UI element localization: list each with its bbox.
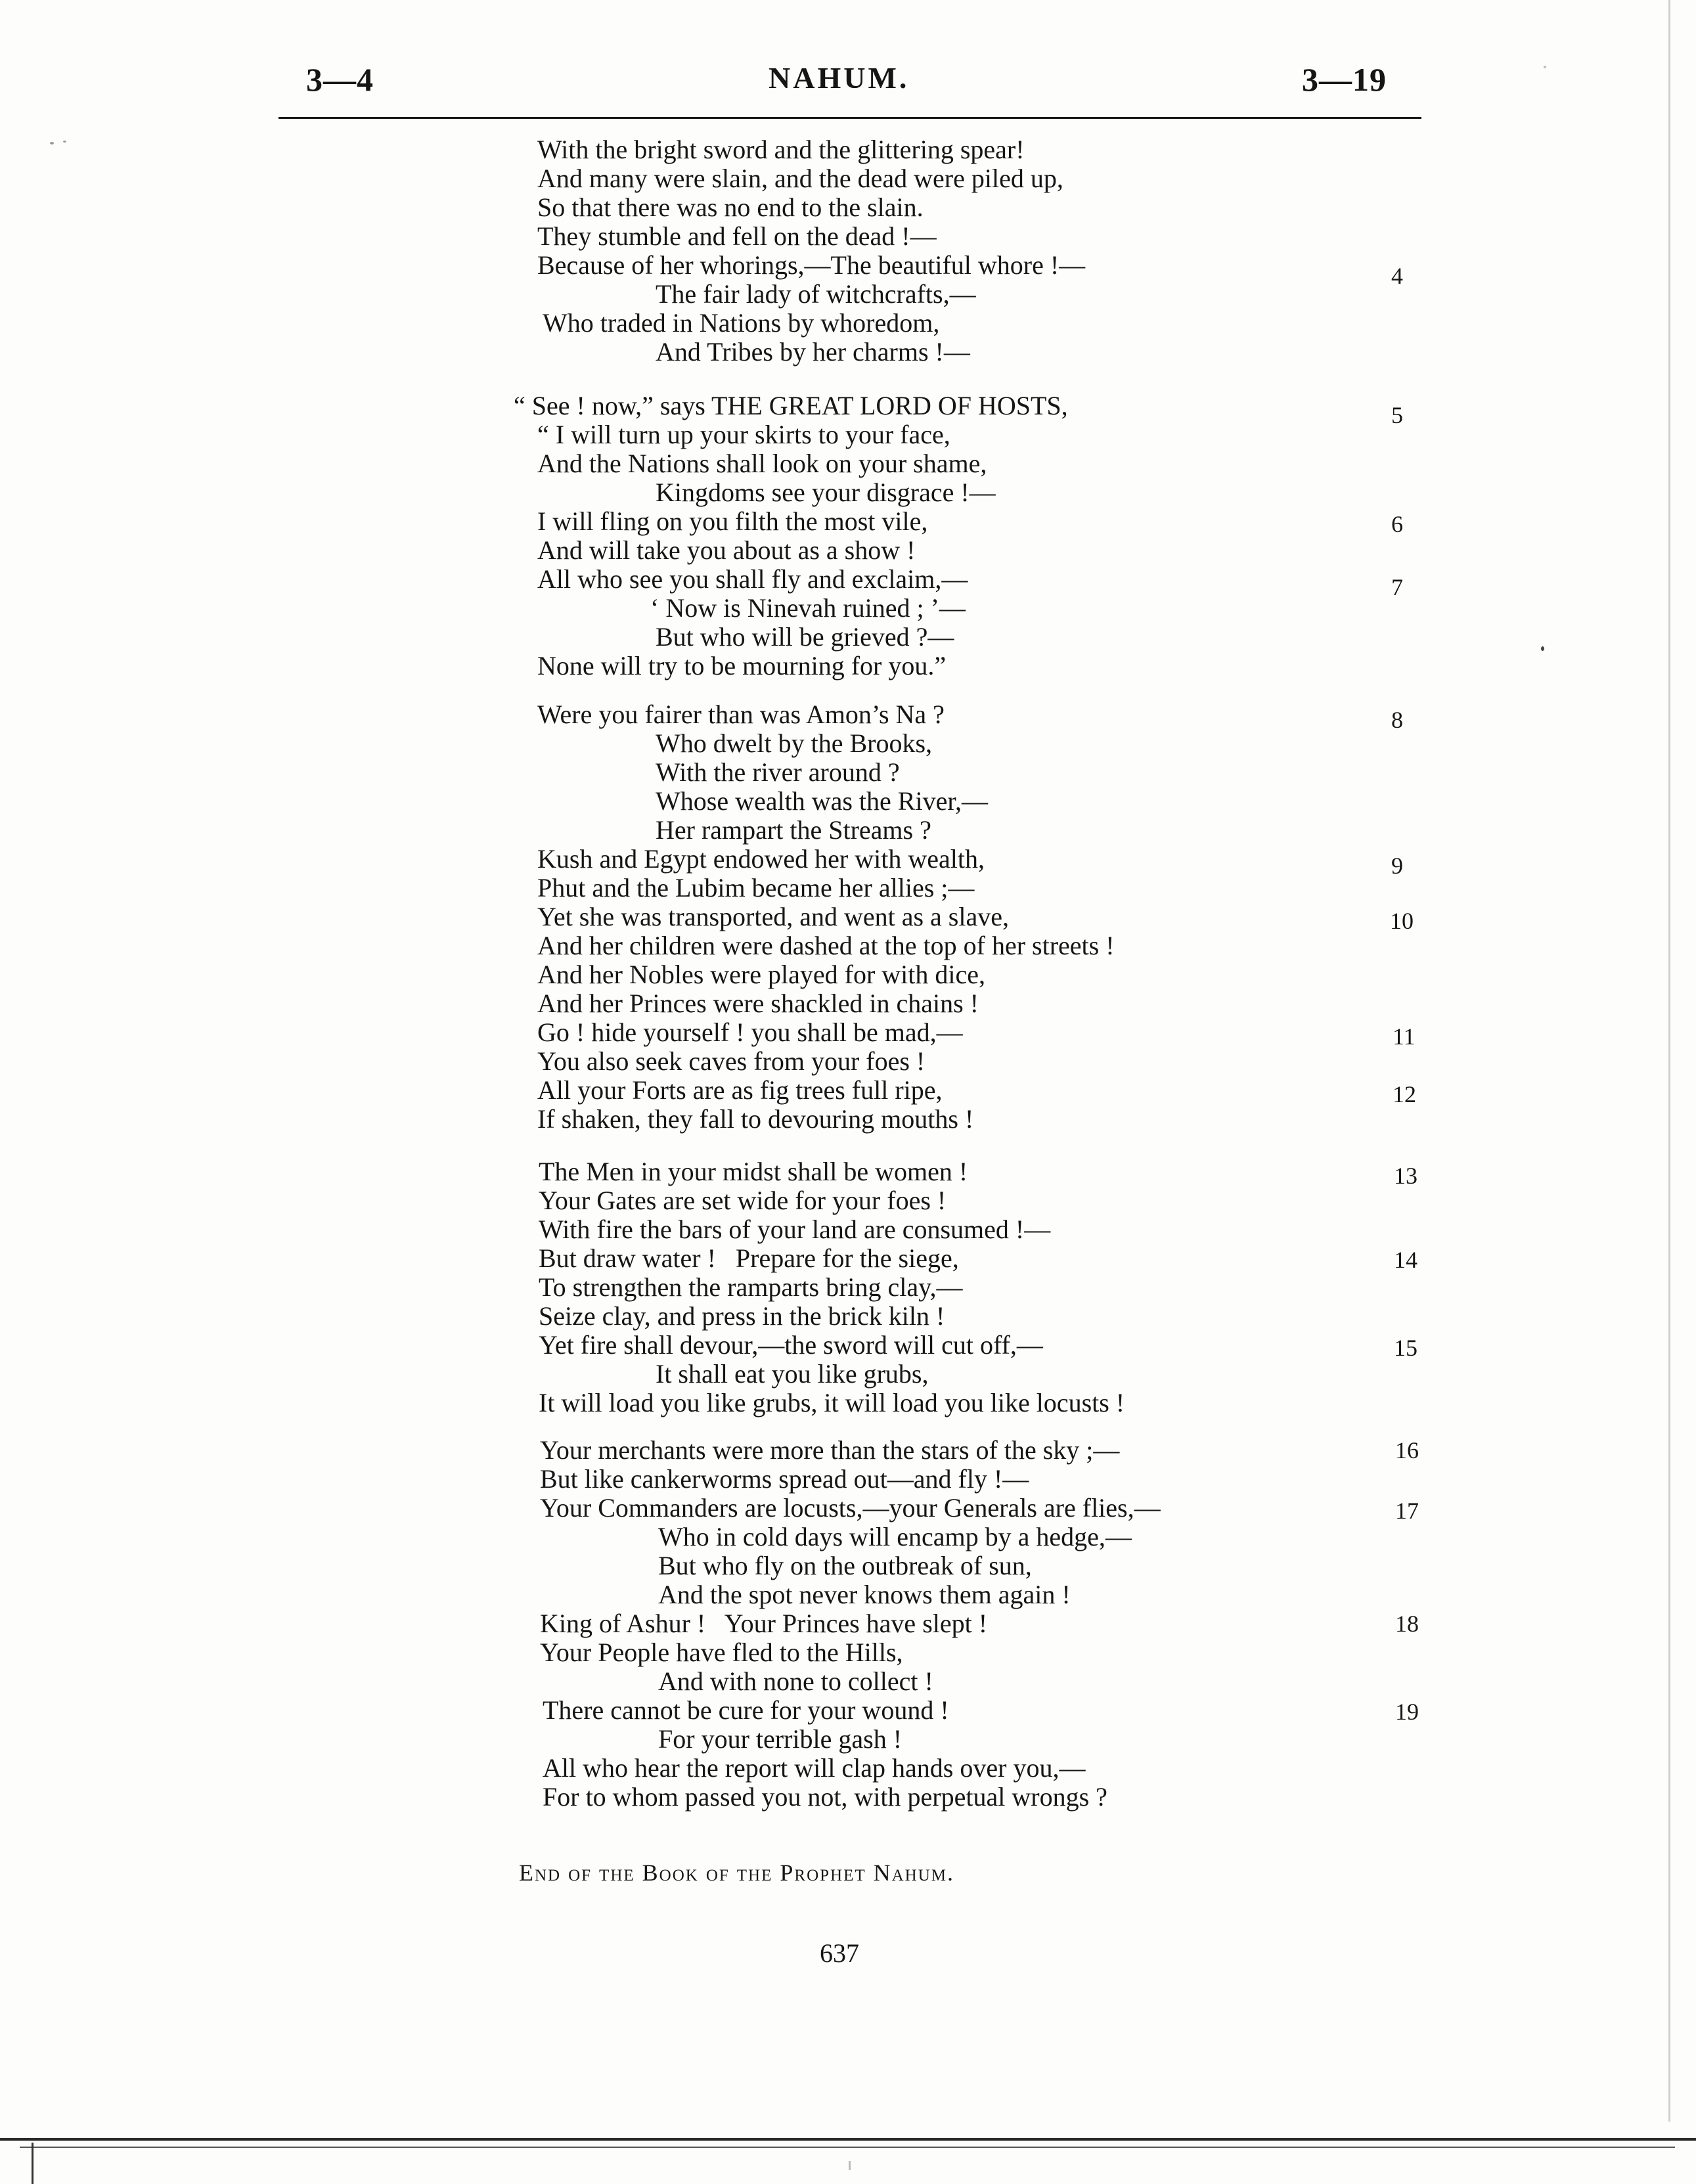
verse-line: The Men in your midst shall be women ! bbox=[539, 1157, 968, 1186]
verse-line: All who hear the report will clap hands over you,— bbox=[543, 1753, 1086, 1783]
verse-line: Your Commanders are locusts,—your Generals are flies,— bbox=[540, 1493, 1161, 1523]
verse-line: None will try to be mourning for you.” bbox=[537, 651, 947, 680]
verse-number: 10 bbox=[1390, 908, 1414, 934]
verse-line: And Tribes by her charms !— bbox=[656, 337, 970, 367]
verse-line: And her children were dashed at the top of her streets ! bbox=[537, 931, 1115, 960]
verse-line: And the spot never knows them again ! bbox=[658, 1580, 1071, 1609]
verse-line: “ See ! now,” says THE GREAT LORD OF HOSTS, bbox=[514, 391, 1068, 420]
bottom-rule bbox=[0, 2138, 1696, 2141]
verse-line: Go ! hide yourself ! you shall be mad,— bbox=[537, 1017, 963, 1047]
header-rule bbox=[279, 117, 1421, 119]
verse-line: If shaken, they fall to devouring mouths ! bbox=[537, 1104, 974, 1134]
verse-line: And her Nobles were played for with dice, bbox=[537, 960, 985, 989]
verse-number: 18 bbox=[1395, 1611, 1419, 1637]
verse-number: 12 bbox=[1393, 1081, 1416, 1107]
verse-line: And will take you about as a show ! bbox=[537, 535, 916, 565]
verse-line: Seize clay, and press in the brick kiln ! bbox=[539, 1301, 945, 1331]
verse-line: But who will be grieved ?— bbox=[656, 622, 954, 652]
verse-number: 6 bbox=[1391, 511, 1403, 537]
verse-number: 17 bbox=[1395, 1498, 1419, 1524]
verse-line: But draw water ! Prepare for the siege, bbox=[539, 1243, 959, 1273]
end-of-book-note: End of the Book of the Prophet Nahum. bbox=[519, 1860, 955, 1886]
scan-speck bbox=[849, 2161, 851, 2170]
verse-number: 8 bbox=[1391, 707, 1403, 733]
verse-line: But who fly on the outbreak of sun, bbox=[658, 1551, 1032, 1580]
scan-speck bbox=[1544, 66, 1546, 68]
verse-line: And the Nations shall look on your shame, bbox=[537, 449, 987, 478]
verse-line: And with none to collect ! bbox=[658, 1666, 933, 1696]
verse-line: You also seek caves from your foes ! bbox=[537, 1046, 926, 1076]
verse-line: All your Forts are as fig trees full ripe, bbox=[537, 1075, 943, 1105]
verse-number: 9 bbox=[1391, 853, 1403, 879]
header-book-title: NAHUM. bbox=[769, 61, 910, 95]
verse-line: The fair lady of witchcrafts,— bbox=[656, 279, 976, 309]
verse-line: Your Gates are set wide for your foes ! bbox=[539, 1186, 947, 1215]
page-edge-line bbox=[1668, 0, 1670, 2122]
verse-line: Who traded in Nations by whoredom, bbox=[543, 308, 940, 338]
verse-number: 15 bbox=[1394, 1335, 1417, 1361]
scan-speck bbox=[1541, 646, 1544, 651]
verse-line: And many were slain, and the dead were piled up, bbox=[537, 164, 1063, 193]
verse-line: For your terrible gash ! bbox=[658, 1724, 903, 1754]
header-chapter-verse-start: 3—4 bbox=[306, 61, 374, 98]
verse-number: 4 bbox=[1391, 263, 1403, 289]
page-number: 637 bbox=[820, 1938, 859, 1968]
verse-line: But like cankerworms spread out—and fly !— bbox=[540, 1464, 1029, 1494]
scan-speck bbox=[63, 141, 66, 143]
verse-number: 16 bbox=[1395, 1437, 1419, 1463]
verse-number: 13 bbox=[1394, 1163, 1417, 1189]
verse-number: 14 bbox=[1394, 1247, 1417, 1273]
verse-line: Who dwelt by the Brooks, bbox=[656, 728, 933, 758]
verse-line: Yet fire shall devour,—the sword will cut off,— bbox=[539, 1330, 1043, 1360]
verse-line: Kush and Egypt endowed her with wealth, bbox=[537, 844, 985, 874]
verse-number: 11 bbox=[1393, 1023, 1416, 1050]
verse-line: Your People have fled to the Hills, bbox=[540, 1638, 903, 1667]
scan-speck bbox=[50, 142, 54, 145]
verse-line: Her rampart the Streams ? bbox=[656, 815, 931, 845]
verse-line: So that there was no end to the slain. bbox=[537, 192, 924, 222]
verse-line: King of Ashur ! Your Princes have slept ! bbox=[540, 1609, 988, 1638]
verse-line: They stumble and fell on the dead !— bbox=[537, 221, 937, 251]
verse-number: 5 bbox=[1391, 402, 1403, 428]
verse-line: Phut and the Lubim became her allies ;— bbox=[537, 873, 975, 903]
verse-line: It shall eat you like grubs, bbox=[656, 1359, 929, 1389]
verse-line: Your merchants were more than the stars of the sky ;— bbox=[540, 1435, 1120, 1465]
corner-mark bbox=[32, 2143, 33, 2184]
verse-line: With the river around ? bbox=[656, 757, 900, 787]
verse-line: For to whom passed you not, with perpetual wrongs ? bbox=[543, 1782, 1107, 1812]
verse-number: 7 bbox=[1391, 574, 1403, 600]
verse-line: ‘ Now is Ninevah ruined ; ’— bbox=[650, 593, 966, 623]
verse-line: I will fling on you filth the most vile, bbox=[537, 506, 928, 536]
verse-line: Kingdoms see your disgrace !— bbox=[656, 478, 996, 507]
verse-line: All who see you shall fly and exclaim,— bbox=[537, 564, 968, 594]
verse-line: It will load you like grubs, it will load you like locusts ! bbox=[539, 1388, 1125, 1417]
verse-number: 19 bbox=[1395, 1699, 1419, 1725]
verse-line: With the bright sword and the glittering spear! bbox=[537, 135, 1025, 164]
verse-line: And her Princes were shackled in chains ! bbox=[537, 989, 979, 1018]
verse-line: With fire the bars of your land are consumed !— bbox=[539, 1215, 1051, 1244]
verse-line: “ I will turn up your skirts to your face, bbox=[537, 420, 950, 449]
header-chapter-verse-end: 3—19 bbox=[1302, 61, 1387, 98]
verse-line: Who in cold days will encamp by a hedge,— bbox=[658, 1522, 1132, 1551]
verse-line: There cannot be cure for your wound ! bbox=[543, 1695, 949, 1725]
verse-line: Whose wealth was the River,— bbox=[656, 786, 989, 816]
verse-line: To strengthen the ramparts bring clay,— bbox=[539, 1272, 963, 1302]
verse-line: Because of her whorings,—The beautiful whore !— bbox=[537, 250, 1086, 280]
bottom-rule-thin bbox=[20, 2147, 1675, 2148]
verse-line: Yet she was transported, and went as a slave, bbox=[537, 902, 1009, 931]
verse-line: Were you fairer than was Amon’s Na ? bbox=[537, 700, 945, 729]
